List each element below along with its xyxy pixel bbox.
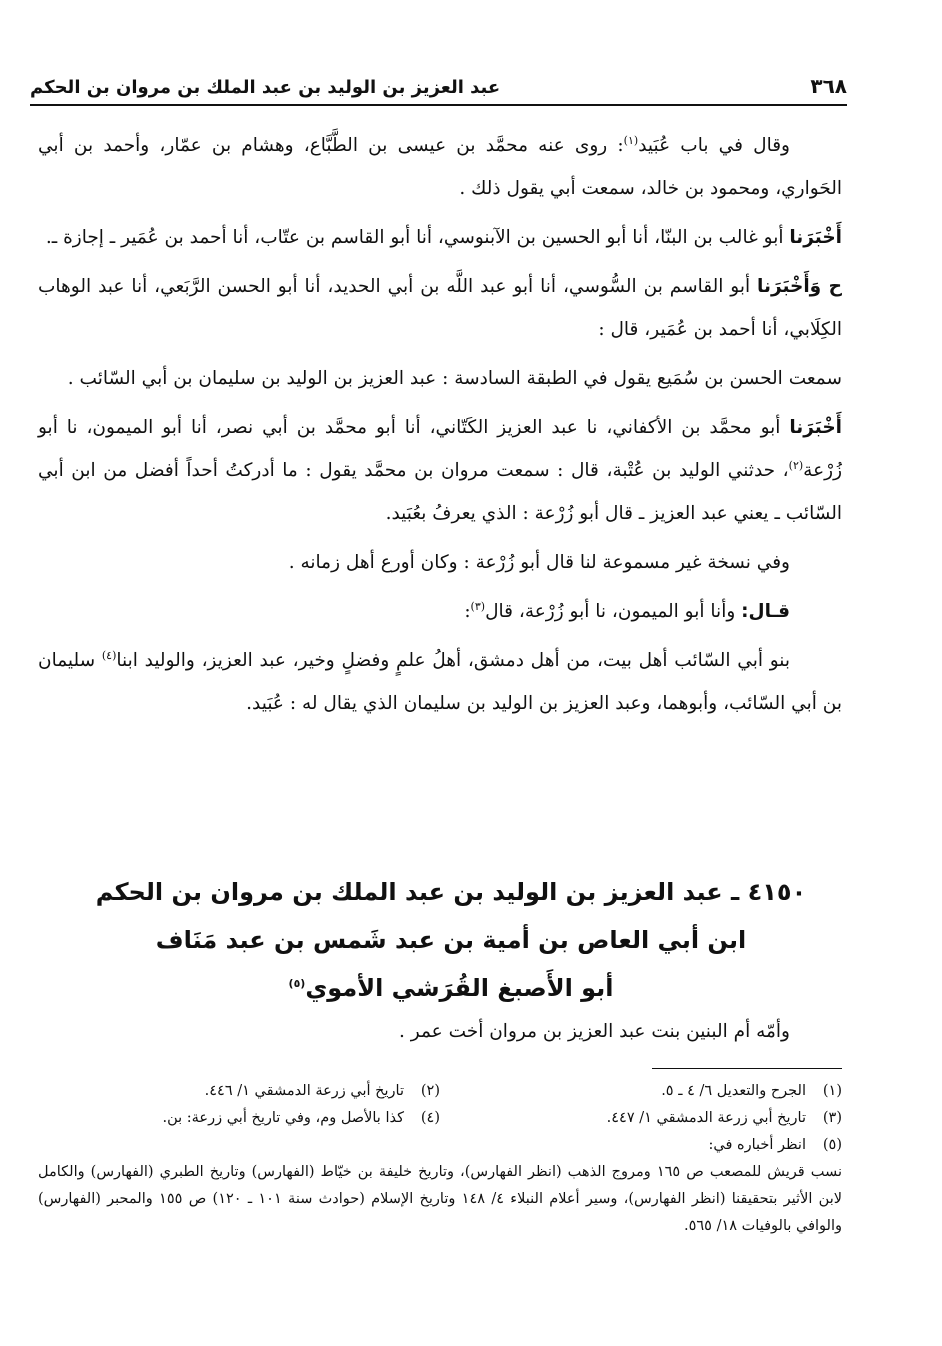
footnote-2 xyxy=(38,1078,440,1105)
running-title: عبد العزيز بن الوليد بن عبد الملك بن مروان بن الحكم xyxy=(30,77,501,98)
paragraph-text-tail: ، حدثني الوليد بن عُتْبة، قال : سمعت مروان بن محمَّد يقول : ما أدركتُ أحداً أفضل من ابن أبي السّائب ـ يعني عبد العزيز ـ قال أبو زُرْعة : الذي يعرفُ بعُبَيد. xyxy=(38,460,842,524)
paragraph-text: أبو غالب بن البنّا، أنا أبو الحسين بن الآبنوسي، أنا أبو القاسم بن عتّاب، أنا أحمد بن عُمَير ـ إجازة ـ. xyxy=(45,227,790,248)
footnote-4 xyxy=(38,1105,440,1132)
isnad-lead: أَخْبَرَنا xyxy=(789,227,842,248)
paragraph-1 xyxy=(38,124,842,210)
entry-text: وأمّه أم البنين بنت عبد العزيز بن مروان أخت عمر . xyxy=(399,1021,790,1042)
footnote-number: (٢) xyxy=(420,1083,440,1099)
footnote-row xyxy=(38,1132,842,1159)
footnote-3 xyxy=(440,1105,842,1132)
entry-line-3 xyxy=(60,964,842,1012)
paragraph-text: وأنا أبو الميمون، نا أبو زُرْعة، قال xyxy=(485,601,742,622)
footnote-divider xyxy=(652,1068,842,1069)
footnote-ref: (٤) xyxy=(101,648,117,662)
paragraph-8 xyxy=(38,639,842,725)
footnote-text: تاريخ أبي زرعة الدمشقي ١/ ٤٤٦. xyxy=(204,1083,404,1099)
footnote-ref: (٢) xyxy=(788,458,804,472)
paragraph-6 xyxy=(38,541,842,584)
footnote-text: كذا بالأصل وم، وفي تاريخ أبي زرعة: بن. xyxy=(162,1110,404,1126)
paragraph-text: سمعت الحسن بن سُمَيع يقول في الطبقة السادسة : عبد العزيز بن الوليد بن سليمان بن أبي السّائب . xyxy=(67,368,842,389)
paragraph-text: أبو القاسم بن السُّوسي، أنا أبو عبد اللَّه بن أبي الحديد، أنا أبو الحسن الرَّبَعي، أنا عبد الوهاب الكِلَابي، أنا أحمد بن عُمَير، قال : xyxy=(38,276,842,340)
page-header xyxy=(30,52,847,106)
page-number: ٣٦٨ xyxy=(810,74,847,98)
entry-line-2: ابن أبي العاص بن أمية بن عبد شَمس بن عبد مَنَاف xyxy=(155,926,747,954)
paragraph-text-tail: : xyxy=(464,601,471,622)
footnote-number: (١) xyxy=(822,1083,842,1099)
main-text xyxy=(38,124,842,731)
footnote-text: الجرح والتعديل ٦/ ٤ ـ ٥. xyxy=(661,1083,806,1099)
footnote-ref: (١) xyxy=(623,133,639,147)
footnote-number: (٣) xyxy=(822,1110,842,1126)
footnote-number: (٥) xyxy=(822,1137,842,1153)
paragraph-text-tail: : روى عنه محمَّد بن عيسى بن الطَّبَّاع، وهشام بن عمّار، وأحمد بن أبي الحَواري، ومحمود بن خالد، سمعت أبي يقول ذلك . xyxy=(38,135,842,199)
isnad-lead: ح وَأَخْبَرَنا xyxy=(757,276,842,297)
entry-kunya: أبو الأَصبغ القُرَشي الأموي xyxy=(305,974,614,1002)
footnote-text: انظر أخباره في: xyxy=(708,1137,806,1153)
biography-entry-heading xyxy=(60,868,842,1012)
footnote-row xyxy=(38,1078,842,1105)
paragraph-text-tail: سليمان بن أبي السّائب، وأبوهما، وعبد العزيز بن الوليد بن سليمان الذي يقال له : عُبَيد. xyxy=(38,650,842,714)
footnote-ref: (٣) xyxy=(470,599,486,613)
paragraph-7 xyxy=(38,590,842,633)
paragraph-text: بنو أبي السّائب أهل بيت، من أهل دمشق، أهلُ علمٍ وفضلٍ وخير، عبد العزيز، والوليد ابنا xyxy=(116,650,791,671)
paragraph-2 xyxy=(38,216,842,259)
paragraph-text: أبو محمَّد بن الأكفاني، نا عبد العزيز الكَتّاني، أنا أبو محمَّد بن أبي نصر، أنا أبو الميمون، نا أبو زُرْعة xyxy=(38,417,842,481)
paragraph-3 xyxy=(38,265,842,351)
footnote-5 xyxy=(38,1132,842,1159)
paragraph-5 xyxy=(38,406,842,535)
entry-line-1: ٤١٥٠ ـ عبد العزيز بن الوليد بن عبد الملك بن مروان بن الحكم xyxy=(95,878,807,906)
isnad-lead: قـال: xyxy=(741,601,790,622)
footnote-row xyxy=(38,1105,842,1132)
footnote-ref: (٥) xyxy=(288,977,306,990)
paragraph-text: وفي نسخة غير مسموعة لنا قال أبو زُرْعة : وكان أورع أهل زمانه . xyxy=(288,552,790,573)
footnotes xyxy=(38,1078,842,1240)
footnote-1 xyxy=(440,1078,842,1105)
paragraph-text: وقال في باب عُبَيد xyxy=(638,135,790,156)
paragraph-4 xyxy=(38,357,842,400)
footnote-5-body: نسب قريش للمصعب ص ١٦٥ ومروج الذهب (انظر الفهارس)، وتاريخ خليفة بن خيّاط (الفهارس) وتاريخ الطبري (الفهارس) والكامل لابن الأثير بتحقيقنا (انظر الفهارس)، وسير أعلام النبلاء ٤/ ١٤٨ وتاريخ الإسلام (حوادث سنة ١٠١ ـ ١٢٠) ص ١٥٥ والمحبر (الفهارس) والوافي بالوفيات ١٨/ ٥٦٥. xyxy=(38,1164,843,1234)
isnad-lead: أَخْبَرَنا xyxy=(789,417,842,438)
footnote-text: تاريخ أبي زرعة الدمشقي ١/ ٤٤٧. xyxy=(606,1110,806,1126)
footnote-number: (٤) xyxy=(420,1110,440,1126)
